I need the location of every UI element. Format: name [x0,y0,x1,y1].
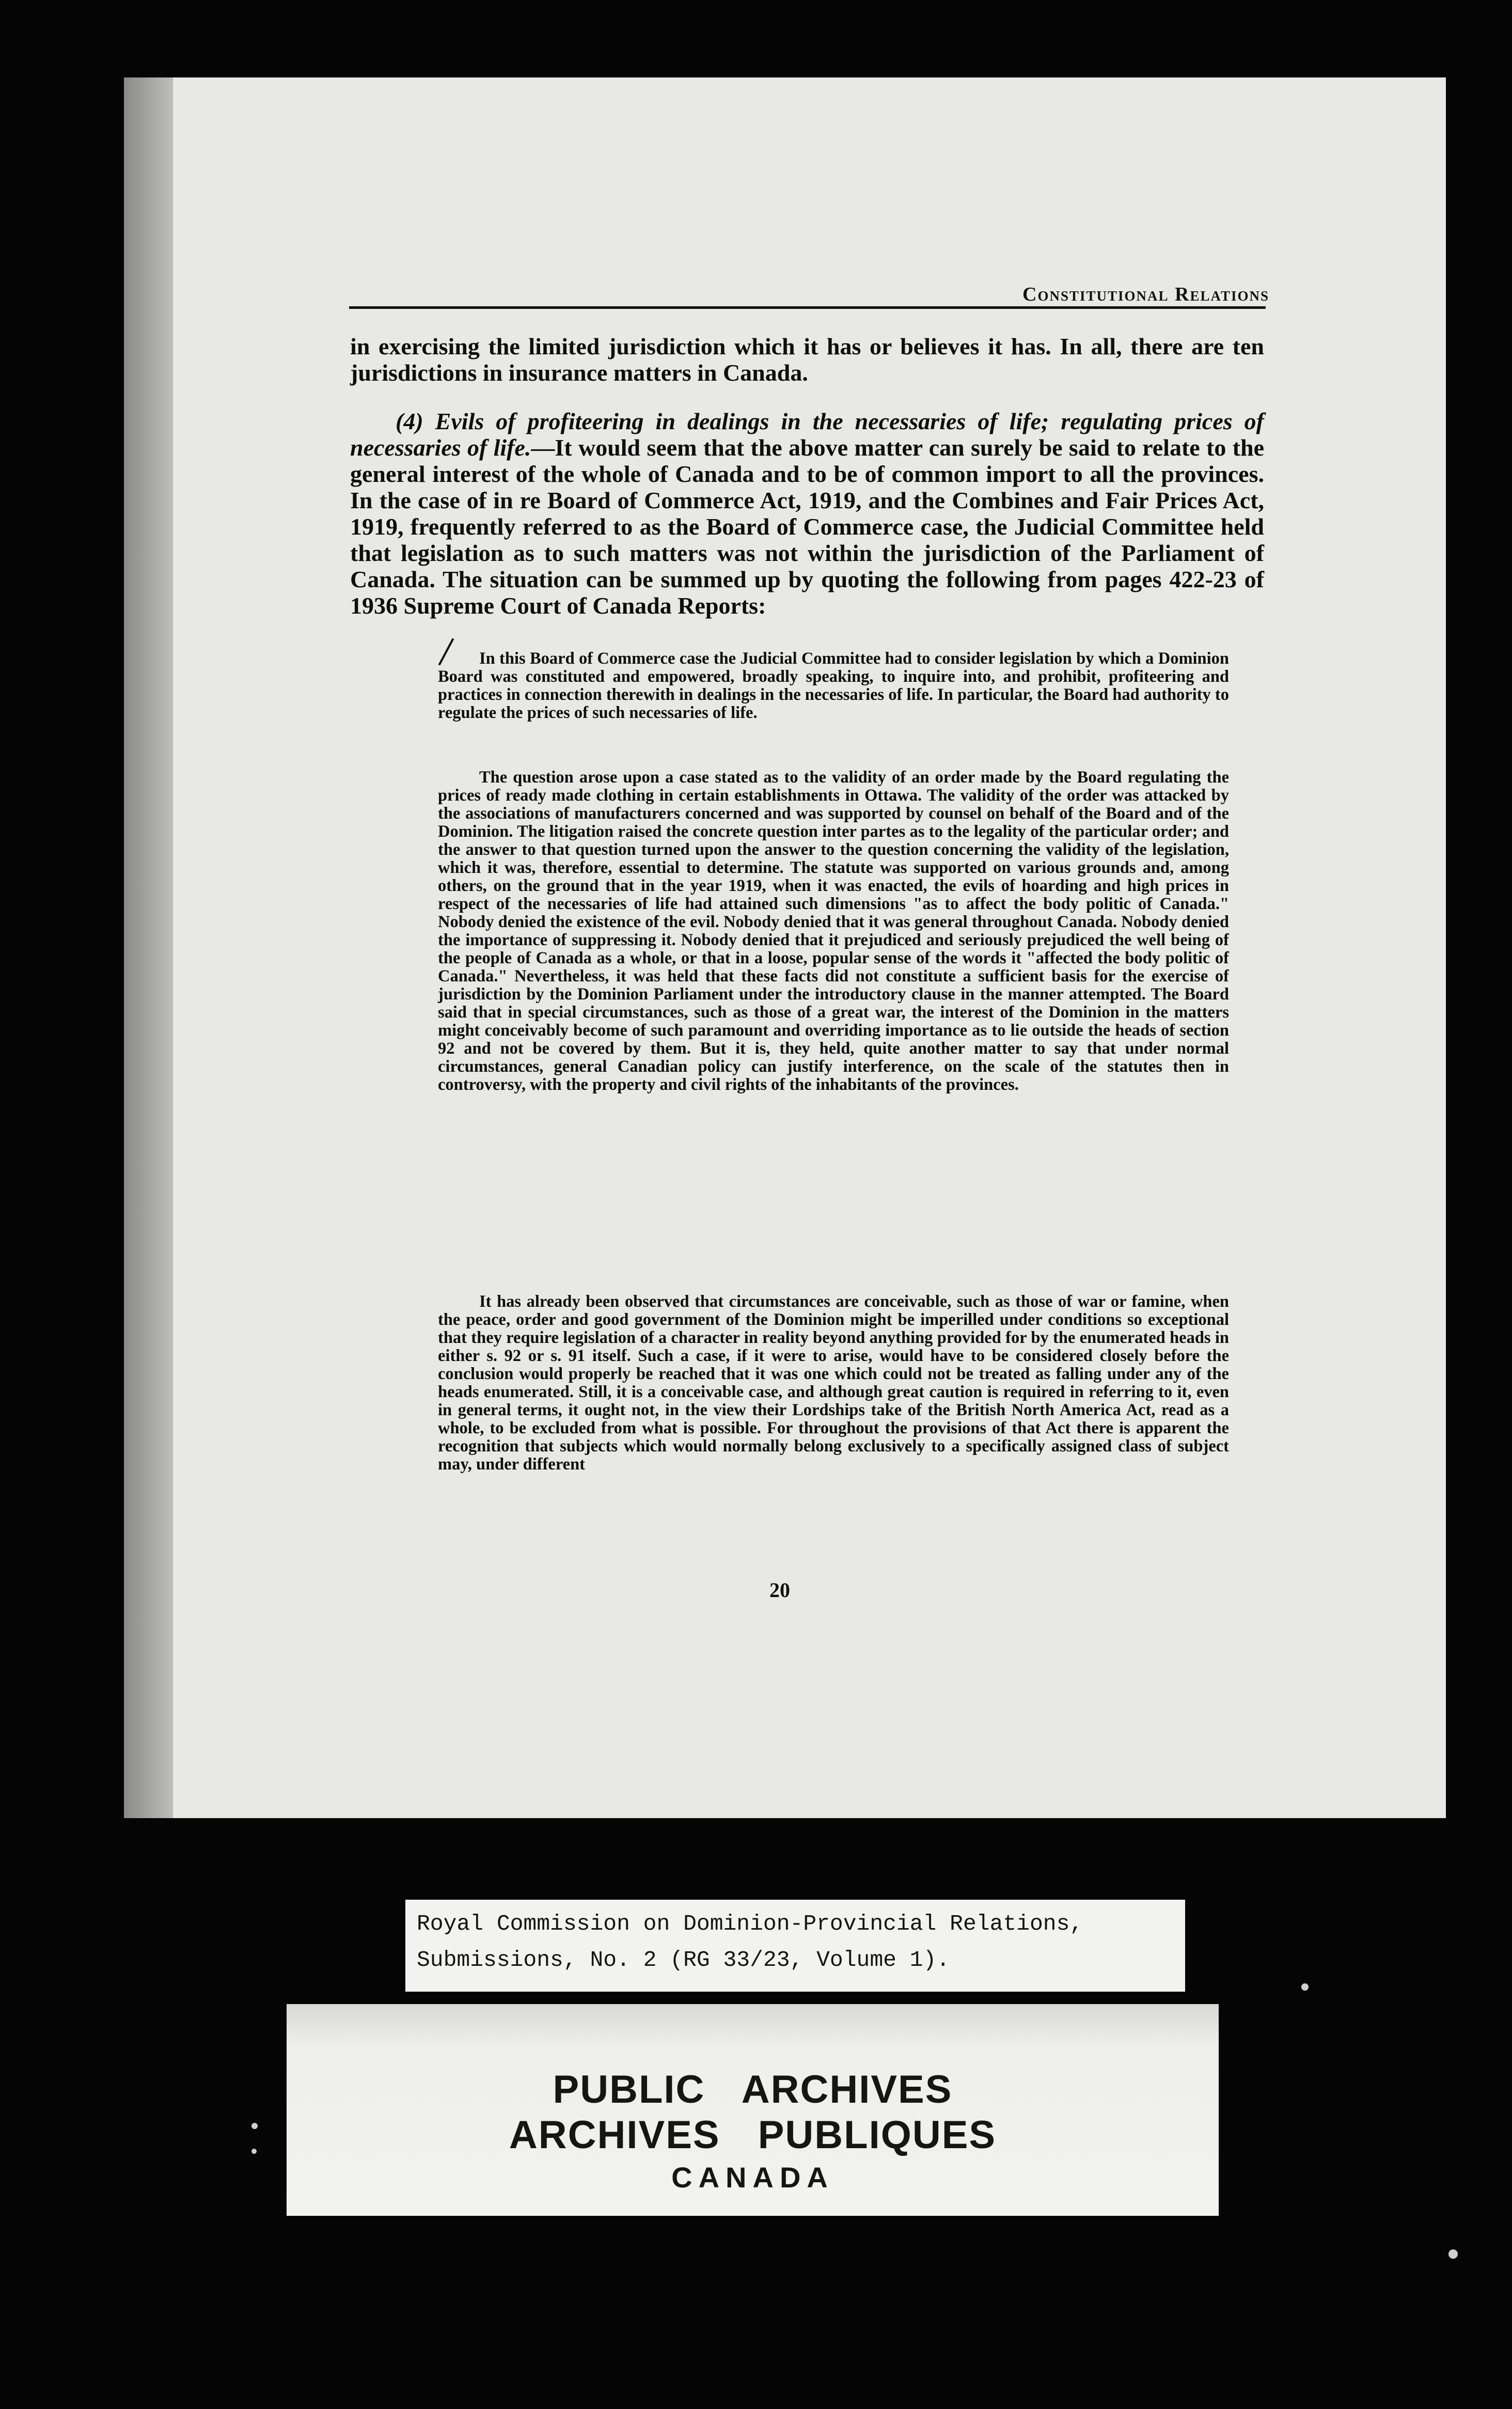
header-rule [349,306,1266,309]
archives-stamp [287,2004,1219,2216]
archive-reference-label [405,1900,1185,1992]
quote-paragraph-2: The question arose upon a case stated as to the validity of an order made by the Board regulating the prices of ready made clothing in certain establishments in Ottawa. The validity of the order was attacked by the associations of manufacturers concerned and was supported by counsel on behalf of the Board and of the Dominion. The litigation raised the concrete question inter partes as to the legality of the particular order; and the answer to that question turned upon the answer to the question concerning the validity of the legislation, which it was, therefore, essential to determine. The statute was supported on various grounds and, among others, on the ground that in the year 1919, when it was enacted, the evils of hoarding and high prices in respect of the necessaries of life had attained such dimensions "as to affect the body politic of Canada." Nobody denied the existence of the evil. Nobody denied that it was general throughout Canada. Nobody denied the importance of suppressing it. Nobody denied that it prejudiced and seriously prejudiced the well being of the people of Canada as a whole, or that in a loose, popular sense of the words it "affected the body politic of Canada." Nevertheless, it was held that these facts did not constitute a sufficient basis for the exercise of jurisdiction by the Dominion Parliament under the introductory clause in the manner attempted. The Board said that in special circumstances, such as those of a great war, the interest of the Dominion in the matters might conceivably become of such paramount and overriding importance as to lie outside the heads of section 92 and not be covered by them. But it is, they held, quite another matter to say that under normal circumstances, general Canadian policy can justify interference, on the scale of the statutes then in controversy, with the property and civil rights of the inhabitants of the provinces. [438,768,1229,1094]
section-text: —It would seem that the above matter can surely be said to relate to the general interest of the whole of Canada and to be of common import to all the provinces. In the case of in re Board of Commerce Act, 1919, and the Combines and Fair Prices Act, 1919, frequently referred to as the Board of Commerce case, the Judicial Committee held that legislation as to such matters was not within the jurisdiction of the Parliament of Canada. The situation can be summed up by quoting the following from pages 422-23 of 1936 Supreme Court of Canada Reports: [350,434,1264,619]
film-speck [251,2123,258,2129]
film-speck [1301,1983,1309,1991]
page-binding-edge [124,77,173,1818]
section-heading: (4) Evils of profiteering in dealings in the necessaries of life; regulating prices of necessaries of life. [350,408,1264,461]
running-head: Constitutional Relations [1022,284,1269,305]
archive-label-line-2: Submissions, No. 2 (RG 33/23, Volume 1). [417,1947,950,1973]
archive-label-line-1: Royal Commission on Dominion-Provincial Relations, [417,1911,1083,1936]
film-speck [251,2149,257,2154]
stamp-line-3: CANADA [671,2161,834,2194]
quote-paragraph-1: In this Board of Commerce case the Judicial Committee had to consider legislation by which a Dominion Board was constituted and empowered, broadly speaking, to inquire into, and prohibit, profiteering and practices in connection therewith in dealings in the necessaries of life. In particular, the Board had authority to regulate the prices of such necessaries of life. [438,649,1229,722]
page-number: 20 [769,1578,790,1602]
film-speck [1448,2249,1458,2259]
quote-paragraph-3: It has already been observed that circumstances are conceivable, such as those of war or famine, when the peace, order and good government of the Dominion might be imperilled under conditions so exceptional that they require legislation of a character in reality beyond anything provided for by the enumerated heads in either s. 92 or s. 91 itself. Such a case, if it were to arise, would have to be considered closely before the conclusion would properly be reached that it was one which could not be treated as falling under any of the heads enumerated. Still, it is a conceivable case, and although great caution is required in referring to it, even in general terms, it ought not, in the view their Lordships take of the British North America Act, read as a whole, to be excluded from what is possible. For throughout the provisions of that Act there is apparent the recognition that subjects which would normally belong exclusively to a specifically assigned class of subject may, under different [438,1292,1229,1474]
stamp-line-1: PUBLIC ARCHIVES [553,2068,953,2111]
body-paragraph-2 [350,408,1264,619]
stamp-line-2: ARCHIVES PUBLIQUES [509,2113,997,2157]
body-paragraph-1: in exercising the limited jurisdiction which it has or believes it has. In all, there are ten jurisdictions in insurance matters in Canada. [350,333,1264,386]
